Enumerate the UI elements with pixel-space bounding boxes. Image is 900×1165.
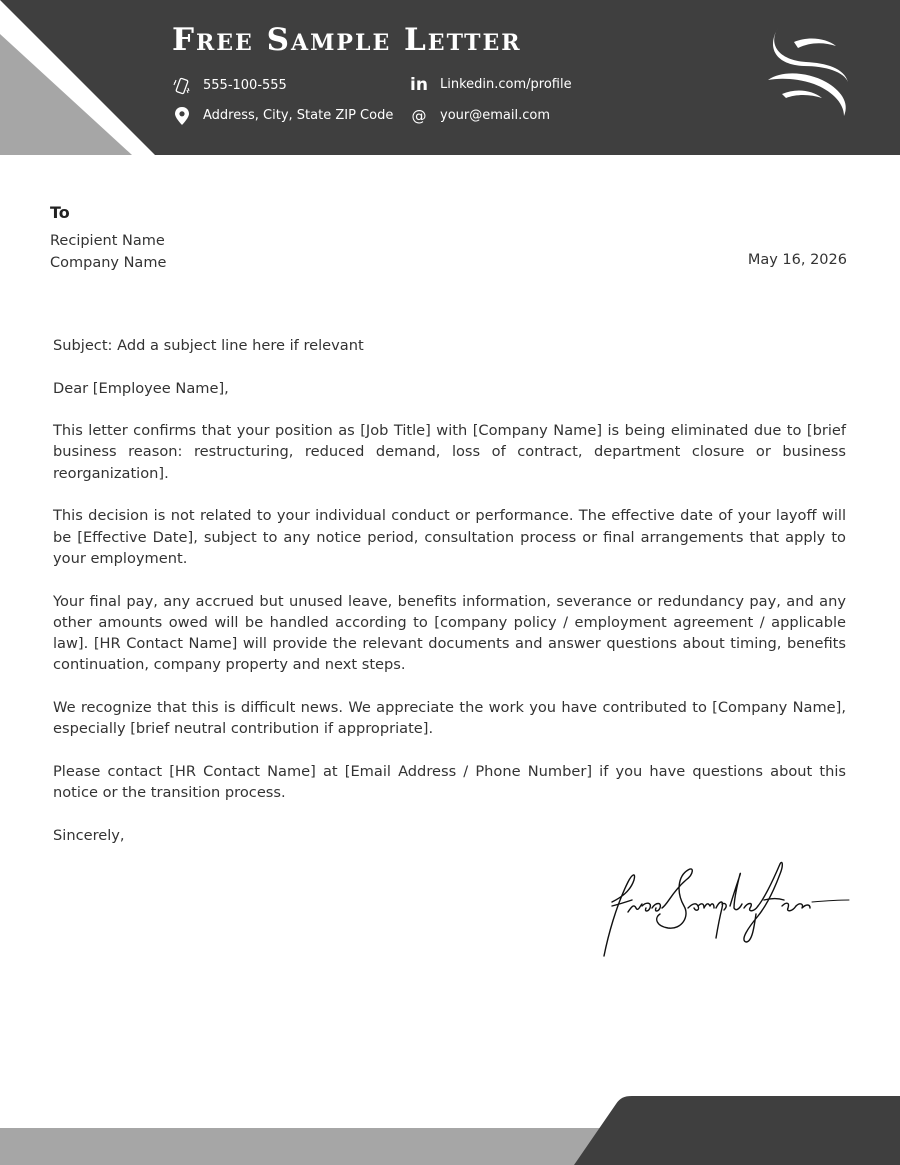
linkedin-text: Linkedin.com/profile [440, 77, 572, 92]
paragraph-4: We recognize that this is difficult news. We appreciate the work you have contributed to [Company Name], especially [brief neutral contribution if appropriate]. [53, 699, 846, 738]
subject-line: Subject: Add a subject line here if relevant [53, 337, 364, 354]
paragraph-5: Please contact [HR Contact Name] at [Email Address / Phone Number] if you have questions about this notice or the transition process. [53, 762, 846, 802]
closing: Sincerely, [53, 826, 125, 844]
recipient-company: Company Name [50, 255, 167, 271]
linkedin-icon [409, 75, 429, 95]
contact-phone [172, 76, 287, 96]
paragraph-2: This decision is not related to your individual conduct or performance. The effective date of your layoff will be [Effective Date], subject to any notice period, consultation process or final arrangements that apply to your employment. [53, 507, 846, 567]
contact-address [172, 106, 393, 126]
to-label: To [50, 203, 70, 222]
linkedin-glyph: in [410, 75, 428, 95]
recipient-name: Recipient Name [50, 233, 165, 249]
at-glyph: @ [411, 107, 427, 125]
paragraph-3: Your final pay, any accrued but unused leave, benefits information, severance or redundancy pay, and any other amounts owed will be handled according to [company policy / employment agreement / applicable law]. [HR Contact Name] will provide the relevant documents and answer questions about timing, benefits continuation, company property and next steps. [53, 592, 846, 674]
location-pin-icon [172, 106, 192, 126]
swoosh-logo-icon [764, 22, 854, 118]
footer-dark-shape [560, 1096, 900, 1165]
salutation: Dear [Employee Name], [53, 379, 229, 397]
contact-linkedin [409, 75, 572, 95]
letterhead-title: Free Sample Letter [172, 22, 522, 58]
recipient-block [50, 202, 166, 274]
letter-body [53, 335, 846, 867]
paragraph-1: This letter confirms that your position as [Job Title] with [Company Name] is being eliminated due to [brief business reason: restructuring, reduced demand, loss of contract, department closure or business reorganization]. [53, 422, 846, 482]
phone-text: 555-100-555 [203, 78, 287, 93]
contact-email [409, 106, 550, 126]
phone-icon [172, 76, 192, 96]
email-text: your@email.com [440, 108, 550, 123]
handwritten-signature [598, 856, 853, 966]
letter-date: May 16, 2026 [747, 252, 847, 268]
address-text: Address, City, State ZIP Code [203, 108, 394, 123]
at-icon [409, 106, 429, 126]
